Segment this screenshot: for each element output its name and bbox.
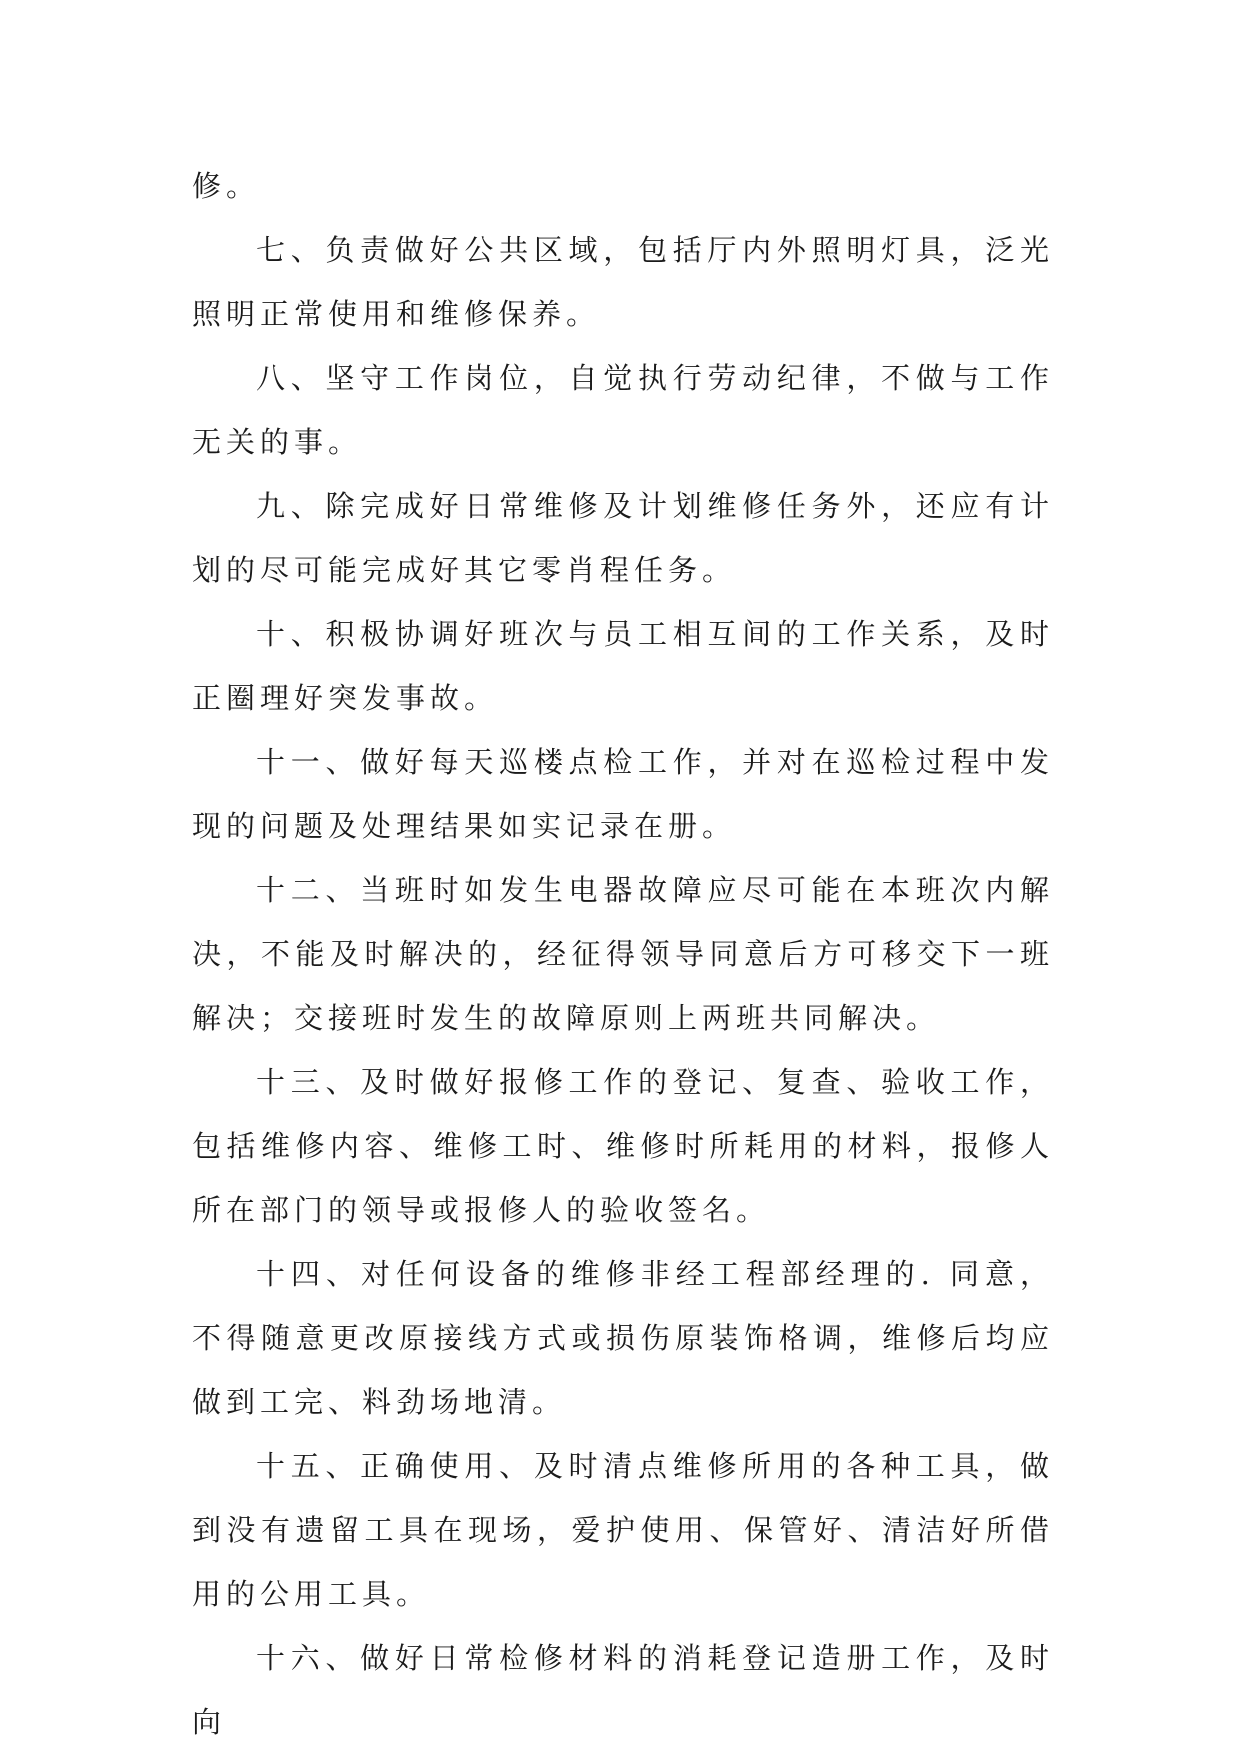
paragraph-item-7: 七、负责做好公共区域，包括厅内外照明灯具，泛光照明正常使用和维修保养。 xyxy=(192,233,1054,331)
paragraph-item-10: 十、积极协调好班次与员工相互间的工作关系，及时正圈理好突发事故。 xyxy=(192,617,1054,715)
paragraph-item-16: 十六、做好日常检修材料的消耗登记造册工作，及时向 xyxy=(192,1641,1054,1739)
paragraph-item-12: 十二、当班时如发生电器故障应尽可能在本班次内解决，不能及时解决的，经征得领导同意后方可移交下一班解决；交接班时发生的故障原则上两班共同解决。 xyxy=(192,873,1054,1035)
paragraph-item-14: 十四、对任何设备的维修非经工程部经理的. 同意，不得随意更改原接线方式或损伤原装饰格调，维修后均应做到工完、料劲场地清。 xyxy=(192,1257,1054,1419)
document-body xyxy=(192,154,1054,1754)
paragraph-continuation: 修。 xyxy=(192,169,261,203)
paragraph-item-13: 十三、及时做好报修工作的登记、复查、验收工作，包括维修内容、维修工时、维修时所耗用的材料，报修人所在部门的领导或报修人的验收签名。 xyxy=(192,1065,1054,1227)
paragraph-item-15: 十五、正确使用、及时清点维修所用的各种工具，做到没有遗留工具在现场，爱护使用、保管好、清洁好所借用的公用工具。 xyxy=(192,1449,1054,1611)
paragraph-item-11: 十一、做好每天巡楼点检工作，并对在巡检过程中发现的问题及处理结果如实记录在册。 xyxy=(192,745,1054,843)
paragraph-item-8: 八、坚守工作岗位，自觉执行劳动纪律，不做与工作无关的事。 xyxy=(192,361,1054,459)
paragraph-item-9: 九、除完成好日常维修及计划维修任务外，还应有计划的尽可能完成好其它零肖程任务。 xyxy=(192,489,1054,587)
